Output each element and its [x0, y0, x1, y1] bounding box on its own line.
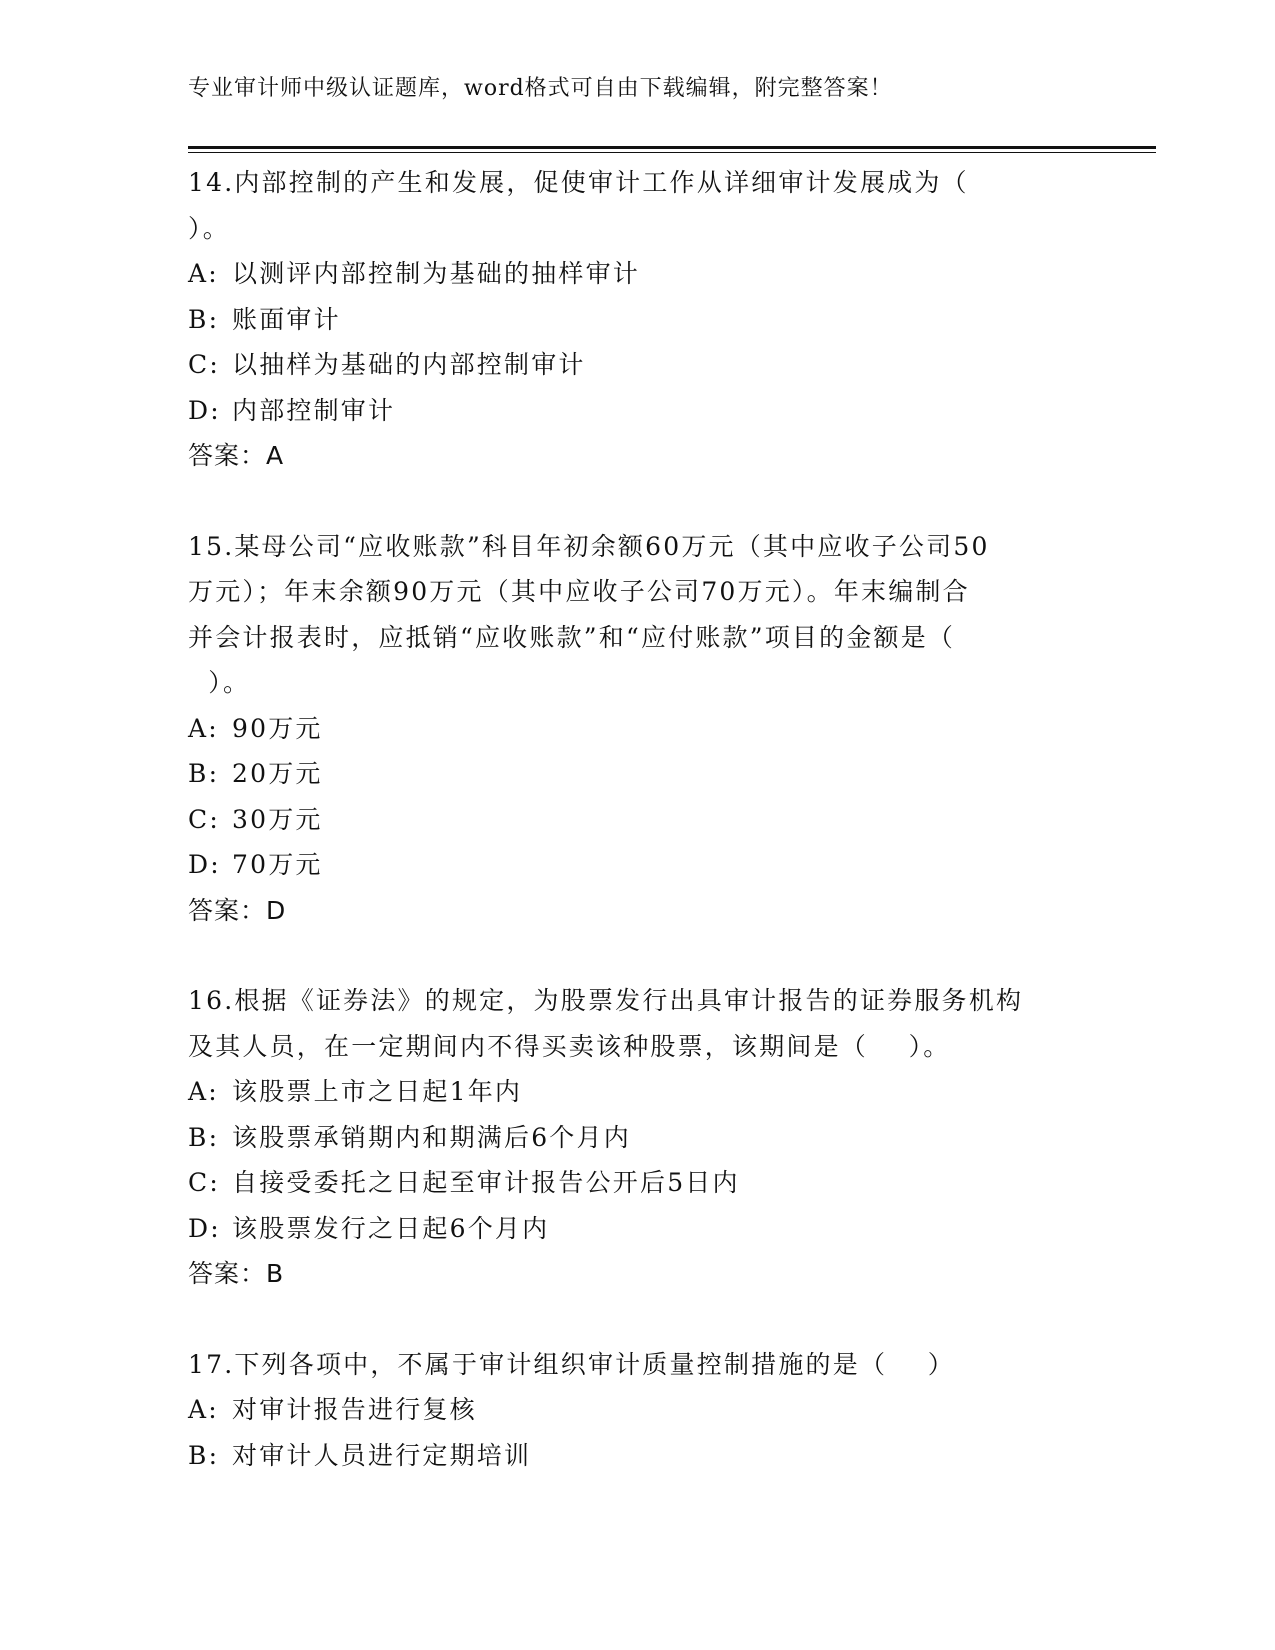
option-b	[188, 1115, 1088, 1161]
option-letter: D:	[188, 395, 221, 425]
option-letter: D:	[188, 850, 221, 879]
question-line: 并会计报表时，应抵销“应收账款”和“应付账款”项目的金额是（	[188, 622, 956, 652]
option-text: 该股票承销期内和期满后6个月内	[232, 1122, 631, 1152]
header-rule-thick	[188, 146, 1156, 149]
option-text: 30万元	[232, 804, 323, 834]
option-text: 70万元	[232, 850, 323, 879]
option-letter: A:	[188, 713, 219, 743]
option-letter: B:	[188, 1122, 220, 1152]
question-16	[188, 978, 1088, 1297]
question-15	[188, 524, 1088, 934]
option-text: 90万元	[232, 713, 323, 743]
option-c	[188, 1160, 1088, 1206]
option-letter: C:	[188, 350, 220, 379]
option-d	[188, 1206, 1088, 1252]
question-line: 15.某母公司“应收账款”科目年初余额60万元（其中应收子公司50	[188, 531, 990, 561]
option-text: 该股票发行之日起6个月内	[232, 1213, 550, 1243]
question-line: 16.根据《证券法》的规定，为股票发行出具审计报告的证券服务机构	[188, 986, 1024, 1015]
question-list	[188, 160, 1088, 1478]
option-text: 自接受委托之日起至审计报告公开后5日内	[232, 1168, 740, 1197]
option-letter: B:	[188, 1440, 220, 1470]
option-letter: B:	[188, 304, 220, 334]
option-letter: D:	[188, 1213, 221, 1243]
question-17	[188, 1342, 1088, 1479]
answer-label: 答案：D	[188, 895, 287, 925]
header-rule-thin	[188, 152, 1156, 153]
option-text: 内部控制审计	[232, 395, 396, 425]
question-line: 万元）；年末余额90万元（其中应收子公司70万元）。年末编制合	[188, 577, 970, 606]
option-text: 对审计人员进行定期培训	[232, 1440, 532, 1470]
option-d	[188, 388, 1088, 434]
option-text: 20万元	[232, 759, 323, 788]
option-c	[188, 342, 1088, 388]
question-line: ）。	[188, 668, 251, 697]
option-text: 账面审计	[232, 304, 341, 334]
option-a	[188, 706, 1088, 752]
option-b	[188, 751, 1088, 797]
page-header: 专业审计师中级认证题库，word格式可自由下载编辑，附完整答案！	[188, 76, 893, 101]
spacer	[188, 1297, 1088, 1342]
option-text: 以抽样为基础的内部控制审计	[232, 350, 586, 379]
question-line: 17.下列各项中，不属于审计组织审计质量控制措施的是（ ）	[188, 1349, 955, 1379]
option-text: 对审计报告进行复核	[232, 1395, 477, 1424]
option-letter: A:	[188, 1395, 219, 1424]
option-text: 该股票上市之日起1年内	[232, 1077, 523, 1106]
option-b	[188, 297, 1088, 343]
option-letter: A:	[188, 1077, 219, 1106]
option-letter: C:	[188, 804, 220, 834]
answer-label: 答案：A	[188, 441, 285, 470]
option-b	[188, 1433, 1088, 1479]
question-line: 14.内部控制的产生和发展，促使审计工作从详细审计发展成为（	[188, 168, 969, 197]
option-letter: C:	[188, 1168, 220, 1197]
option-c	[188, 797, 1088, 843]
question-14	[188, 160, 1088, 479]
option-letter: B:	[188, 759, 220, 788]
spacer	[188, 933, 1088, 978]
option-d	[188, 842, 1088, 888]
option-a	[188, 251, 1088, 297]
question-line: 及其人员，在一定期间内不得买卖该种股票，该期间是（ ）。	[188, 1031, 951, 1061]
option-text: 以测评内部控制为基础的抽样审计	[232, 259, 641, 288]
option-a	[188, 1069, 1088, 1115]
option-a	[188, 1387, 1088, 1433]
answer-label: 答案：B	[188, 1259, 285, 1288]
question-line: ）。	[188, 213, 230, 243]
option-letter: A:	[188, 259, 219, 288]
spacer	[188, 479, 1088, 524]
